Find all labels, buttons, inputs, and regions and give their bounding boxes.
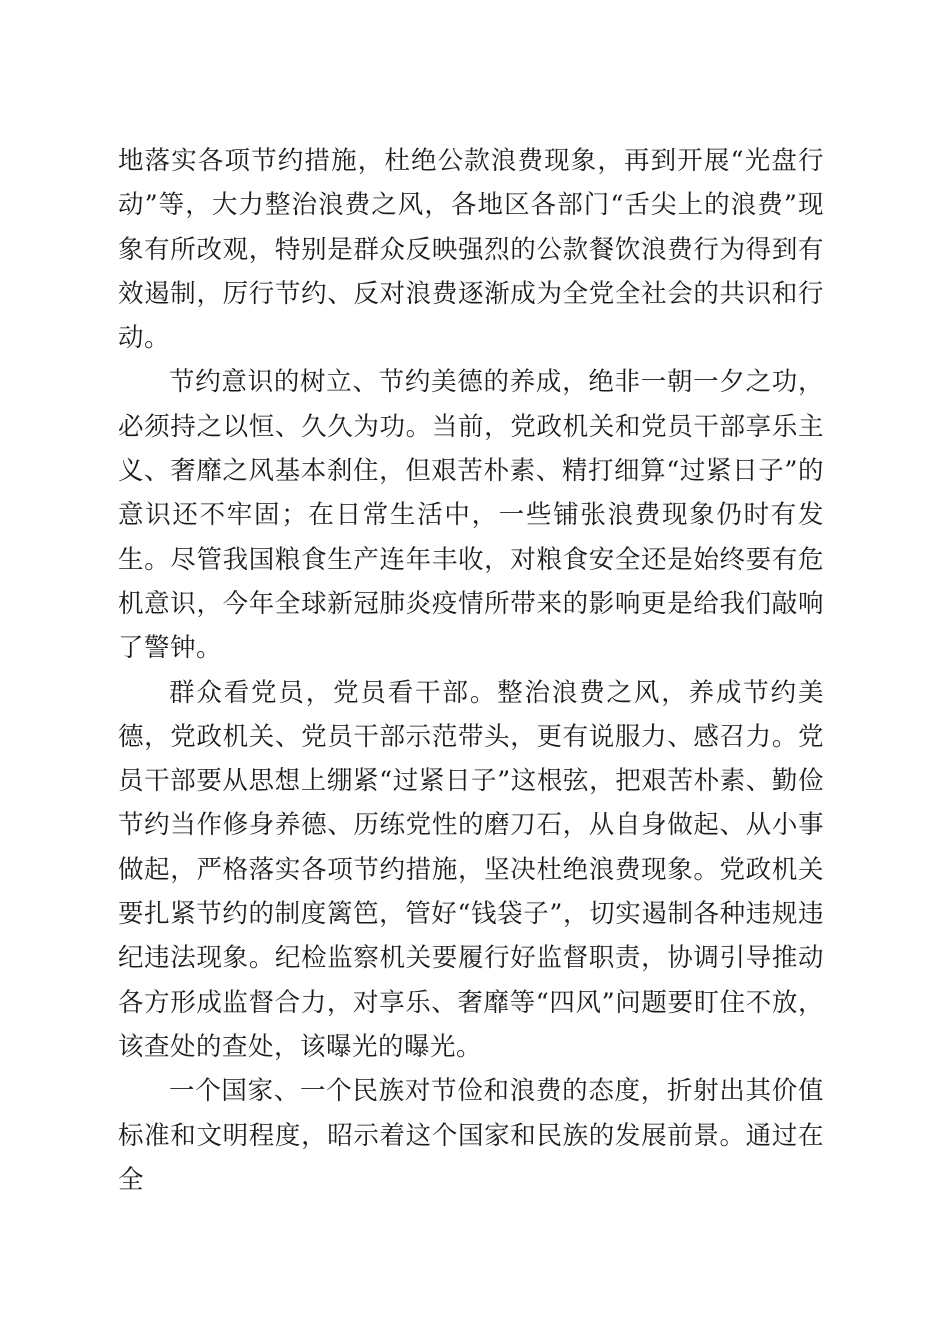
paragraph-nation: 一个国家、一个民族对节俭和浪费的态度，折射出其价值标准和文明程度，昭示着这个国家和民族的发展前景。通过在全 xyxy=(118,1076,824,1195)
paragraph-awareness: 节约意识的树立、节约美德的养成，绝非一朝一夕之功，必须持之以恒、久久为功。当前，党政机关和党员干部享乐主义、奢靡之风基本刹住，但艰苦朴素、精打细算“过紧日子”的意识还不牢固；在日常生活中，一些铺张浪费现象仍时有发生。尽管我国粮食生产连年丰收，对粮食安全还是始终要有危机意识，今年全球新冠肺炎疫情所带来的影响更是给我们敲响了警钟。 xyxy=(118,367,824,664)
body-text xyxy=(118,139,824,1202)
paragraph-continuation: 地落实各项节约措施，杜绝公款浪费现象，再到开展“光盘行动”等，大力整治浪费之风，各地区各部门“舌尖上的浪费”现象有所改观，特别是群众反映强烈的公款餐饮浪费行为得到有效遏制，厉行节约、反对浪费逐渐成为全党全社会的共识和行动。 xyxy=(118,146,824,354)
paragraph-party-members: 群众看党员，党员看干部。整治浪费之风，养成节约美德，党政机关、党员干部示范带头，更有说服力、感召力。党员干部要从思想上绷紧“过紧日子”这根弦，把艰苦朴素、勤俭节约当作修身养德、历练党性的磨刀石，从自身做起、从小事做起，严格落实各项节约措施，坚决杜绝浪费现象。党政机关要扎紧节约的制度篱笆，管好“钱袋子”，切实遏制各种违规违纪违法现象。纪检监察机关要履行好监督职责，协调引导推动各方形成监督合力，对享乐、奢靡等“四风”问题要盯住不放，该查处的查处，该曝光的曝光。 xyxy=(118,677,824,1062)
